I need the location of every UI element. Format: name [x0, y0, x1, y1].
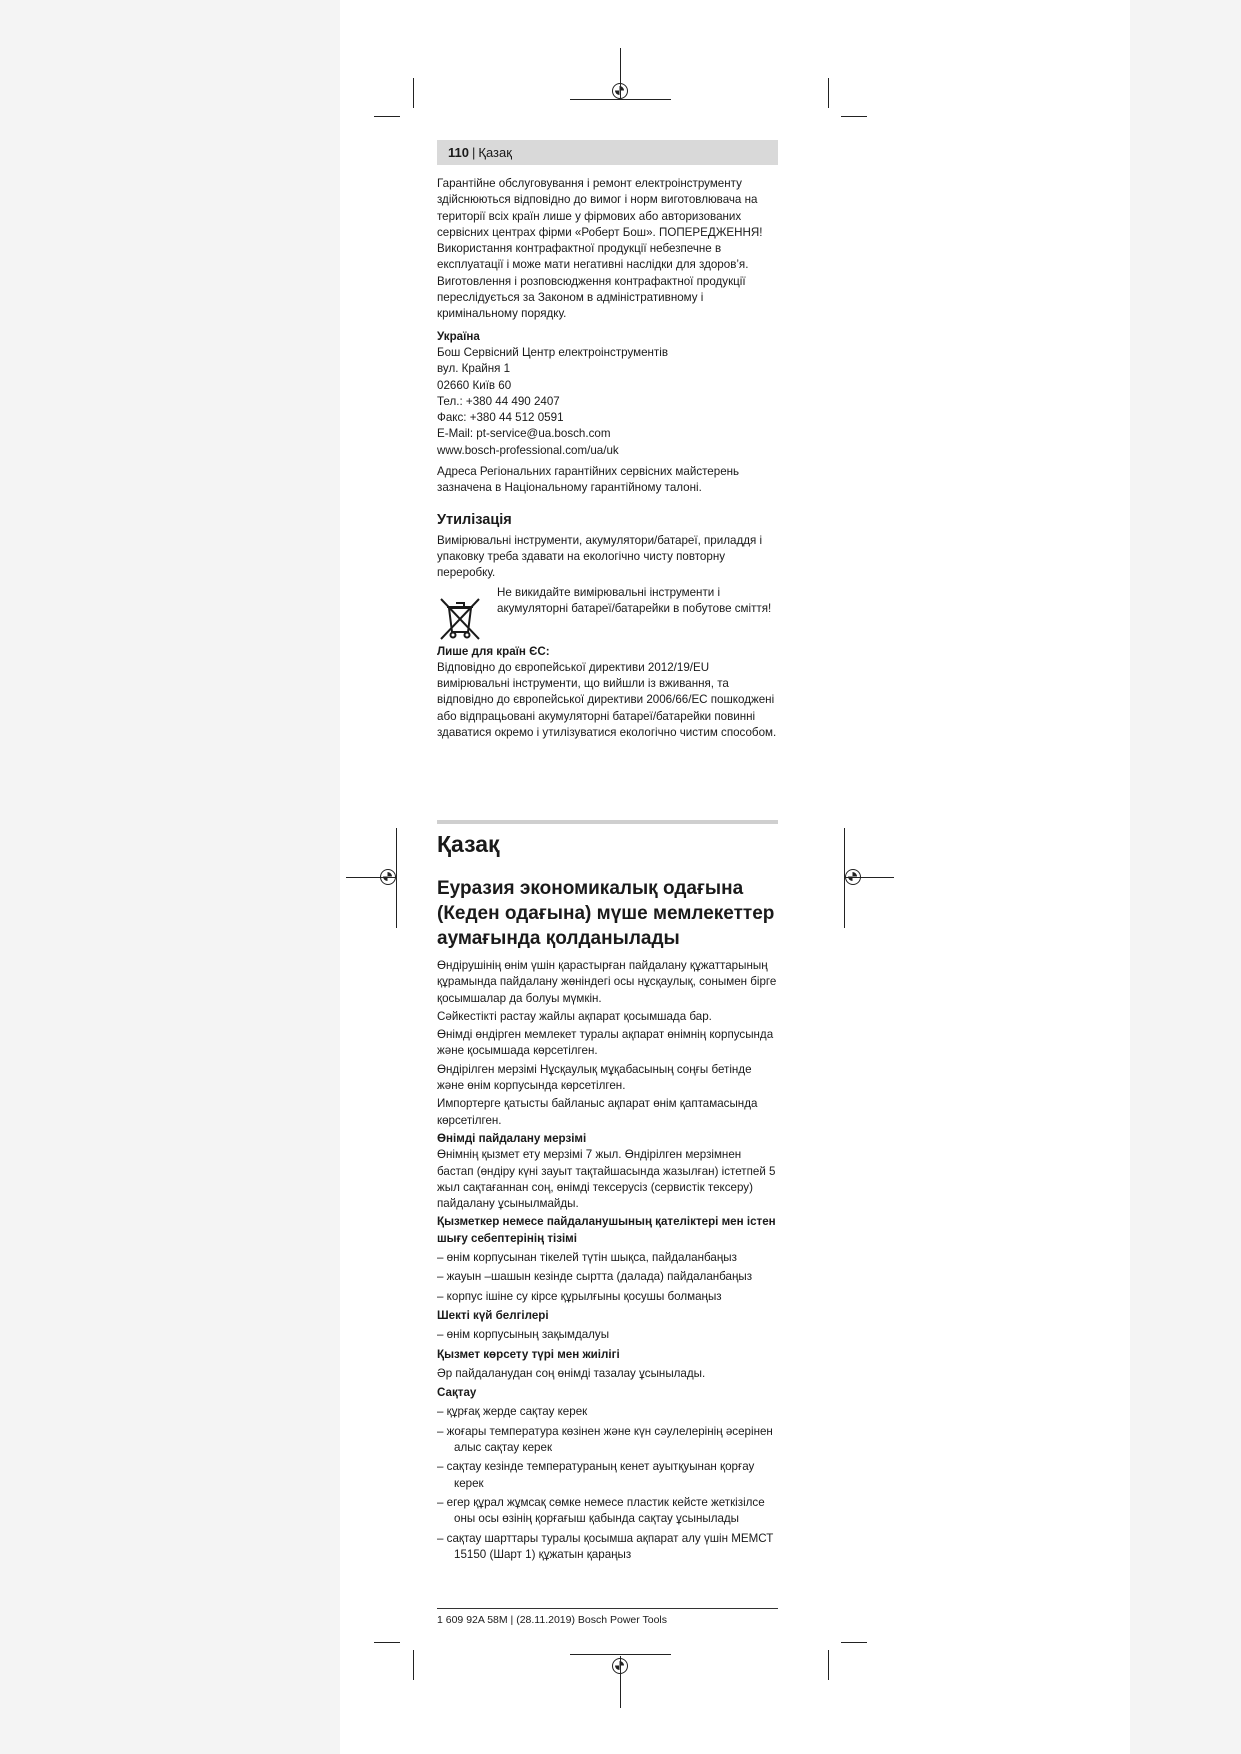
crop-mark — [374, 116, 400, 117]
list-item: – құрғақ жерде сақтау керек — [437, 1405, 588, 1419]
service-line: Тел.: +380 44 490 2407 — [437, 394, 560, 408]
lifetime-text: Өнімнің қызмет ету мерзімі 7 жыл. Өндірілген мерзімнен бастап (өндіру күні зауыт тақтайшасында жазылған) істетпей 5 жыл сақтағаннан соң, өнімді тексерусіз (сервистік тексеру) пайдалану ұсынылмайды. — [437, 1148, 776, 1211]
service-line: Бош Сервісний Центр електроінструментів — [437, 345, 668, 359]
warranty-text: Гарантійне обслуговування і ремонт електроінструменту здійснюються відповідно до вимог і норм виготовлювача на території всіх країн лише у фірмових або авторизованих сервісних центрах фірми «Роберт Бош». ПОПЕРЕДЖЕННЯ! Використання контрафактної продукції небезпечне в експлуатації і може мати негативні наслідки для здоров’я. Виготовлення і розповсюдження контрафактної продукції переслідується за Законом в адміністративному і кримінальному порядку. — [437, 177, 763, 321]
header-section: Қазақ — [478, 145, 512, 160]
regional-note: Адреса Регіональних гарантійних сервісних майстерень зазначена в Національному гарантійному талоні. — [437, 465, 740, 495]
registration-mark-icon — [612, 83, 628, 99]
crop-mark — [841, 116, 867, 117]
intro-paragraph: Өнімді өндірген мемлекет туралы ақпарат өнімнің корпусында және қосымшада көрсетілген. — [437, 1028, 774, 1058]
footer-date: (28.11.2019) — [516, 1614, 575, 1626]
page-header — [437, 140, 778, 165]
header-separator: | — [471, 145, 476, 160]
registration-mark-icon — [845, 869, 861, 885]
weee-text: Не викидайте вимірювальні інструменти і акумуляторні батареї/батарейки в побутове сміття! — [497, 585, 772, 615]
registration-mark-icon — [612, 1658, 628, 1674]
crop-mark — [413, 1650, 414, 1680]
errors-heading: Қызметкер немесе пайдаланушының қателіктері мен істен шығу себептерінің тізімі — [437, 1215, 776, 1245]
registration-line — [396, 828, 397, 928]
list-item: – өнім корпусының зақымдалуы — [437, 1328, 610, 1342]
footer-brand: Bosch Power Tools — [577, 1614, 667, 1626]
service-heading: Қызмет көрсету түрі мен жиілігі — [437, 1347, 620, 1361]
intro-paragraph: Сәйкестікті растау жайлы ақпарат қосымшада бар. — [437, 1009, 712, 1023]
crop-mark — [413, 78, 414, 108]
section-divider — [437, 820, 778, 824]
service-line: вул. Крайня 1 — [437, 362, 511, 376]
left-margin-band — [0, 0, 340, 1754]
service-email[interactable]: E-Mail: pt-service@ua.bosch.com — [437, 427, 611, 441]
list-item: – жауын –шашын кезінде сыртта (далада) пайдаланбаңыз — [437, 1270, 753, 1284]
list-item: – корпус ішіне су кірсе құрылғыны қосушы болмаңыз — [437, 1289, 722, 1303]
list-item: – жоғары температура көзінен және күн сәулелерінің әсерінен алыс сақтау керек — [437, 1424, 773, 1455]
intro-paragraph: Өндірушінің өнім үшін қарастырған пайдалану құжаттарының құрамында пайдалану жөніндегі осы нұсқаулық, сонымен бірге қосымшалар да болуы мүмкін. — [437, 959, 777, 1005]
crop-mark — [828, 1650, 829, 1680]
kazakh-section — [437, 830, 778, 1563]
part-number: 1 609 92A 58M — [437, 1614, 508, 1626]
registration-line — [570, 1654, 671, 1655]
page-number: 110 — [448, 145, 469, 160]
disposal-text: Вимірювальні інструменти, акумулятори/батареї, приладдя і упаковку треба здавати на екологічно чисту повторну переробку. — [437, 533, 763, 580]
page-footer — [437, 1613, 667, 1627]
service-website[interactable]: www.bosch-professional.com/ua/uk — [437, 443, 619, 457]
right-margin-band — [1130, 0, 1241, 1754]
service-text: Әр пайдаланудан соң өнімді тазалау ұсынылады. — [437, 1366, 706, 1380]
crop-mark — [841, 1642, 867, 1643]
lifetime-heading: Өнімді пайдалану мерзімі — [437, 1131, 587, 1145]
storage-heading: Сақтау — [437, 1386, 477, 1400]
language-title: Қазақ — [437, 831, 500, 857]
intro-paragraph: Импортерге қатысты байланыс ақпарат өнім қаптамасында көрсетілген. — [437, 1097, 758, 1127]
registration-line — [570, 99, 671, 100]
list-item: – сақтау кезінде температураның кенет ауытқуынан қорғау керек — [437, 1460, 755, 1490]
eu-heading: Лише для країн ЄС: — [437, 644, 550, 658]
crop-mark — [828, 78, 829, 108]
limit-heading: Шекті күй белгілері — [437, 1308, 549, 1322]
intro-paragraph: Өндірілген мерзімі Нұсқаулық мұқабасының соңғы бетінде және өнім корпусында көрсетілген. — [437, 1062, 752, 1093]
crop-mark — [374, 1642, 400, 1643]
footer-separator: | — [507, 1614, 517, 1626]
list-item: – егер құрал жұмсақ сөмке немесе пластик кейсте жеткізілсе оны осы өзінің қорғағыш қабында сақтау ұсынылады — [437, 1495, 765, 1526]
disposal-heading: Утилізація — [437, 511, 512, 528]
eu-text: Відповідно до європейської директиви 2012/19/EU вимірювальні інструменти, що вийшли із вживання, та відповідно до європейської директиви 2006/66/EC пошкоджені або відпрацьовані акумуляторні батареї/батарейки повинні здаватися окремо і утилізуватися екологічно чистим способом. — [437, 660, 777, 740]
ukrainian-section — [437, 176, 778, 741]
kazakh-subtitle: Еуразия экономикалық одағына (Кеден одағына) мүше мемлекеттер аумағында қолданылады — [437, 878, 775, 949]
service-line: Факс: +380 44 512 0591 — [437, 411, 564, 425]
footer-rule — [437, 1608, 778, 1609]
list-item: – өнім корпусынан тікелей түтін шықса, пайдаланбаңыз — [437, 1251, 737, 1265]
crossed-out-wheelie-bin-icon — [437, 595, 483, 641]
service-line: 02660 Київ 60 — [437, 378, 512, 392]
registration-mark-icon — [380, 869, 396, 885]
list-item: – сақтау шарттары туралы қосымша ақпарат алу үшін МЕМСТ 15150 (Шарт 1) құжатын қараңыз — [437, 1531, 774, 1561]
country-heading: Україна — [437, 329, 480, 343]
